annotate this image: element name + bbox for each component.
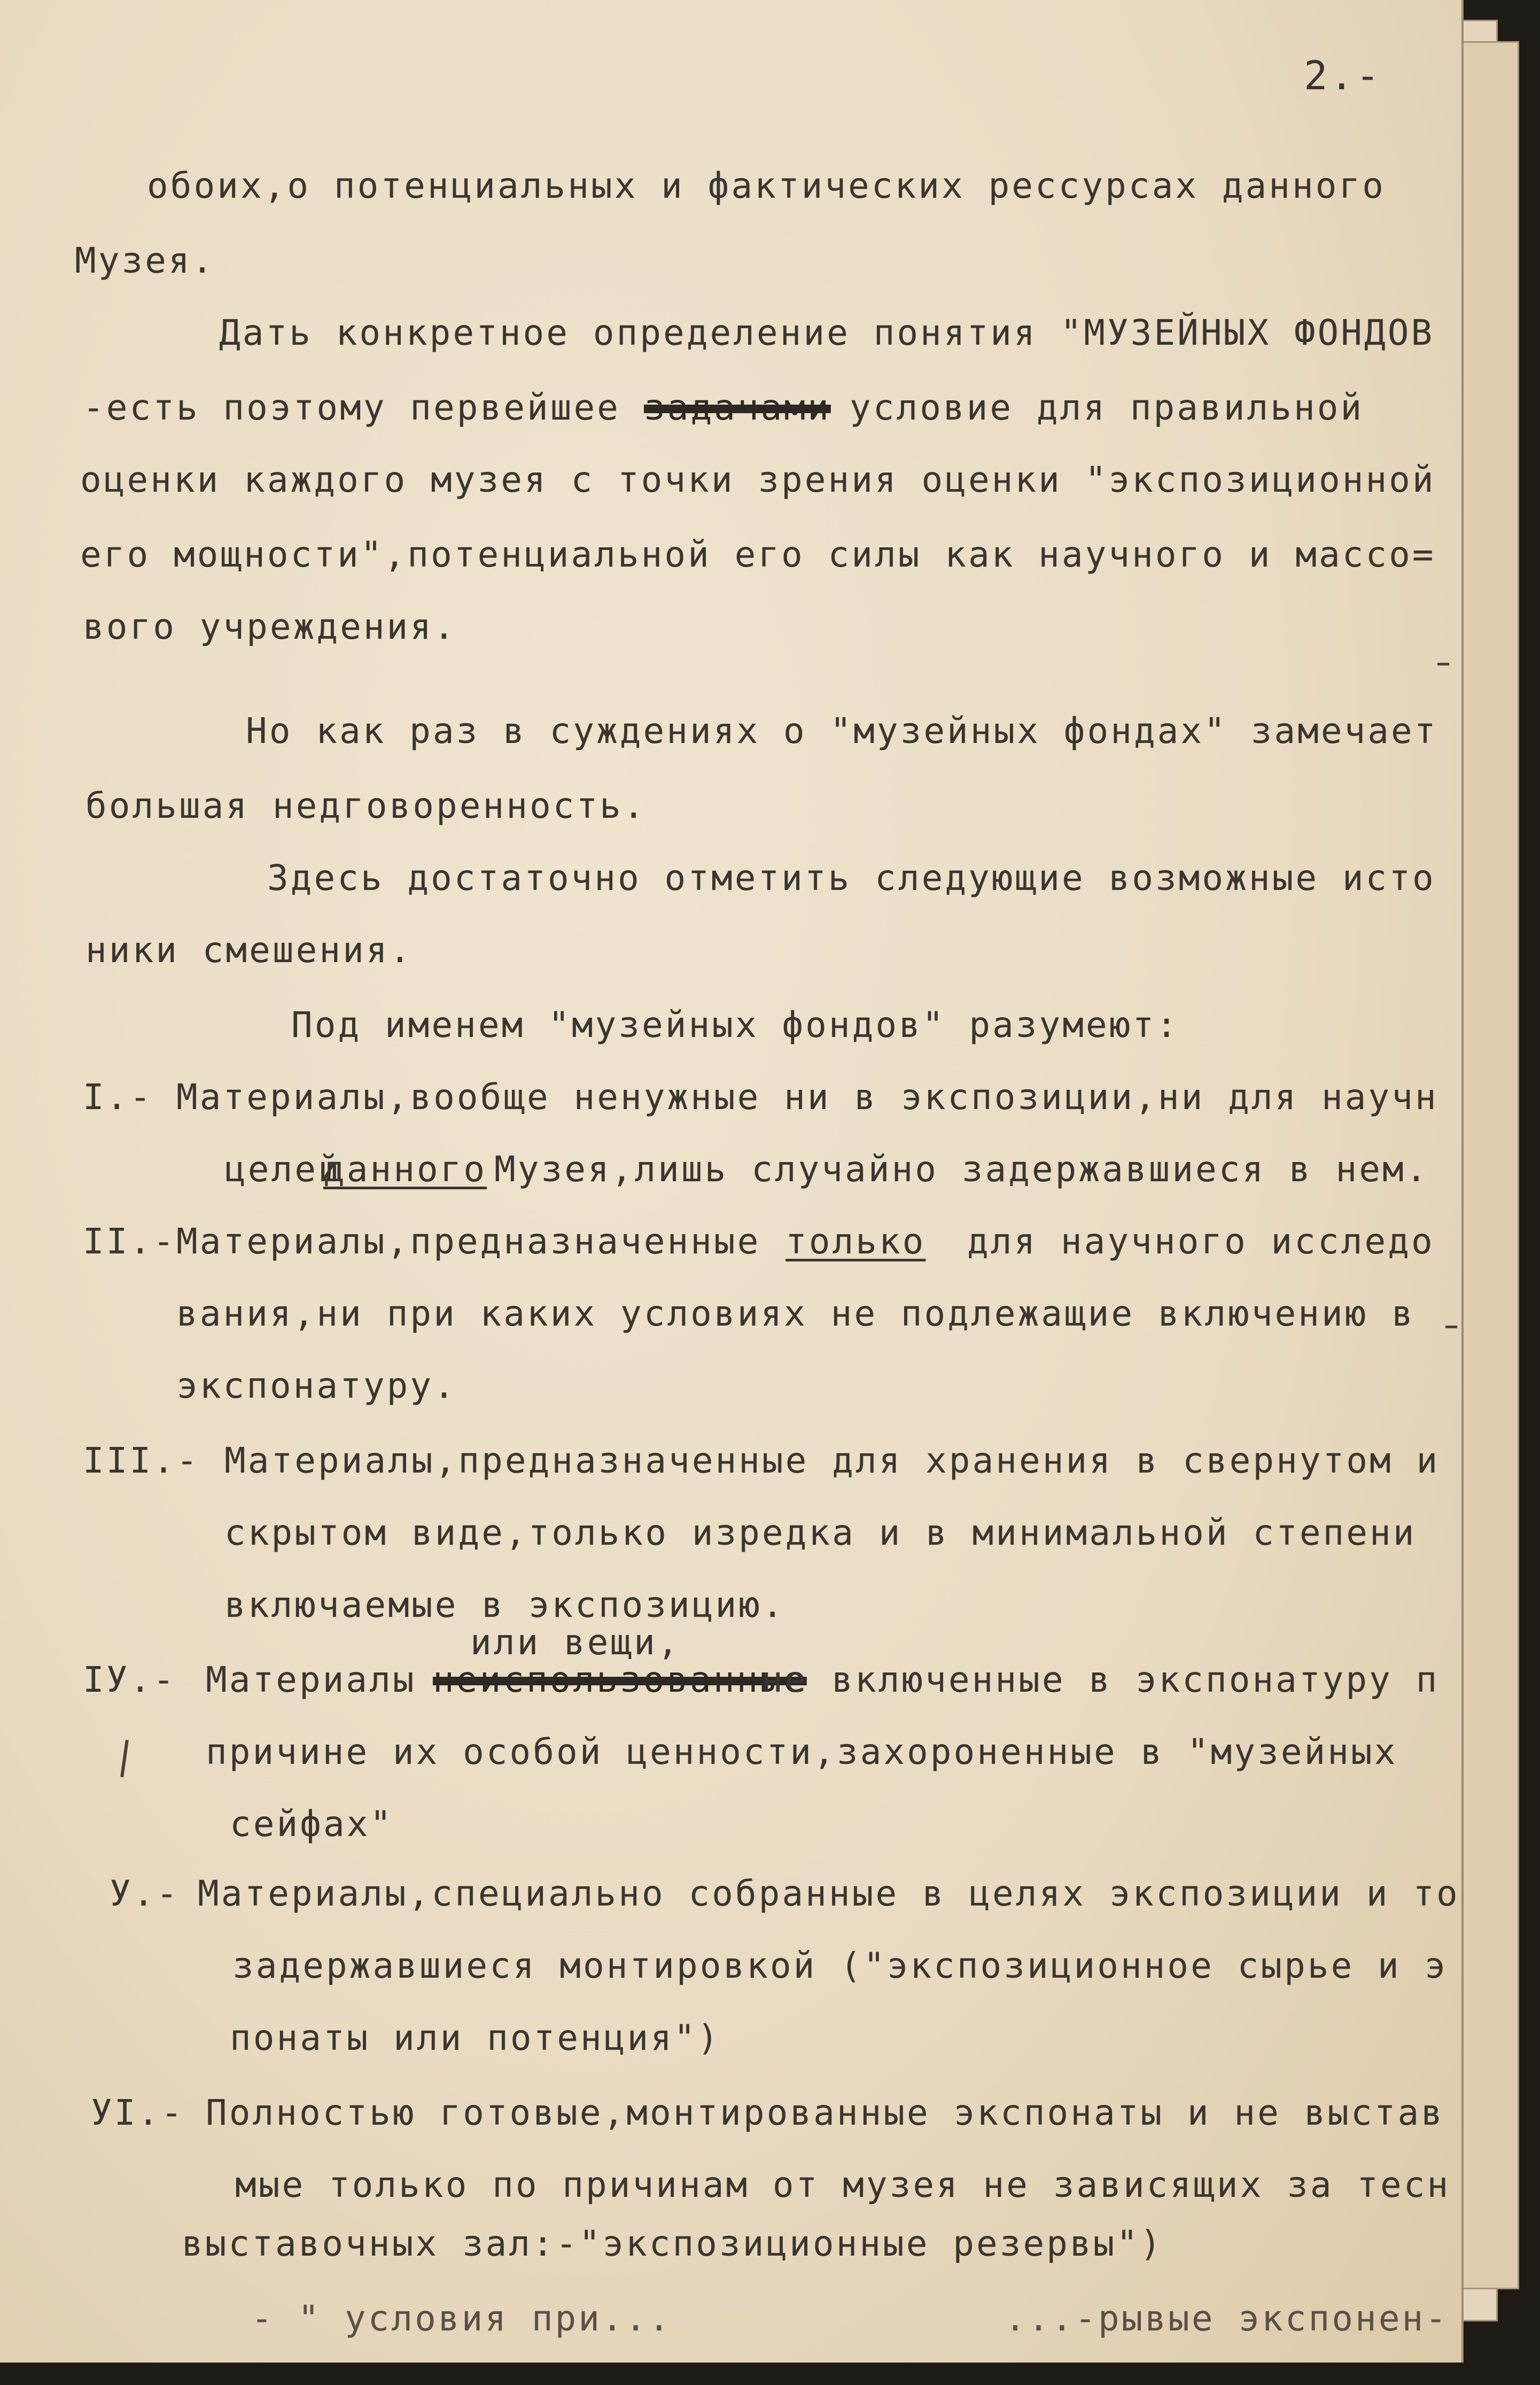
p3-line-1: Но как раз в суждениях о "музейных фондах" замечает (246, 710, 1438, 752)
item-5-line-3: понаты или потенция") (230, 2017, 721, 2058)
p2-line-1: Дать конкретное определение понятия "МУЗЕЙНЫХ ФОНДОВ (219, 312, 1435, 353)
item-5-number: У.- (110, 1873, 180, 1914)
p5-line: Под именем "музейных фондов" разумеют: (291, 1004, 1179, 1046)
item-5-line-2: задержавшиеся монтировкой ("экспозиционное сырье и э (232, 1945, 1448, 1986)
item-4-insertion: или вещи, (470, 1622, 681, 1663)
p2-line-2b: условие для правильной (850, 387, 1364, 428)
p2-line-4: его мощности",потенциальной его силы как научного и массо= (80, 534, 1436, 575)
item-6-line-2: мые только по причинам от музея не зависящих за тесн (235, 2164, 1451, 2205)
item-6-number: УI.- (91, 2092, 184, 2133)
item-1-line-2a: целей (224, 1149, 341, 1190)
margin-dash-2 (1445, 1326, 1457, 1328)
p2-line-5: вого учреждения. (83, 606, 457, 647)
item-4-line-1b: не включенные в экспонатуру п (761, 1659, 1440, 1700)
page-number: 2.- (1304, 53, 1382, 99)
item-4-line-3: сейфах" (230, 1803, 394, 1845)
item-2-line-1c: для научного исследо (967, 1221, 1435, 1262)
item-1-line-2c: Музея,лишь случайно задержавшиеся в нем. (494, 1149, 1429, 1190)
item-4-line-2: причине их особой ценности,захороненные в "музейных (206, 1731, 1398, 1772)
item-3-line-2: скрытом виде,только изредка и в минимальной степени (224, 1512, 1417, 1553)
item-2-line-3: экспонатуру. (176, 1365, 457, 1406)
p2-line-3: оценки каждого музея с точки зрения оценки "экспозиционной (80, 459, 1436, 500)
bottom-fragment-right: ...-рывые экспонен- (1005, 2298, 1449, 2339)
item-2-underlined: только (785, 1221, 926, 1262)
p1-line-1: обоих,о потенциальных и фактических рессурсах данного (147, 165, 1386, 206)
bottom-fragment-left: - " условия при... (251, 2298, 672, 2339)
p3-line-2: большая недговоренность. (85, 785, 647, 826)
p2-line-2a: -есть поэтому первейшее (83, 387, 620, 428)
item-1-line-1: Материалы,вообще ненужные ни в экспозиции,ни для научн (176, 1077, 1438, 1118)
item-3-line-3: включаемые в экспозицию. (224, 1584, 785, 1625)
item-4-line-1a: Материалы (206, 1659, 416, 1700)
item-6-line-1: Полностью готовые,монтированные экспонаты и не выстав (206, 2092, 1444, 2133)
item-1-number: I.- (83, 1077, 153, 1118)
item-2-line-2: вания,ни при каких условиях не подлежащие включению в (176, 1293, 1415, 1334)
item-6-line-3: выставочных зал:-"экспозиционные резервы") (182, 2223, 1163, 2264)
item-4-strikeout: неиспользованные (433, 1659, 807, 1700)
p1-line-2: Музея. (75, 240, 215, 281)
item-2-line-1a: Материалы,предназначенные (176, 1221, 761, 1262)
p4-line-2: ники смешения. (85, 930, 413, 971)
item-4-number: IУ.- (83, 1659, 176, 1700)
item-2-number: II.- (83, 1221, 176, 1262)
p4-line-1: Здесь достаточно отметить следующие возможные исто (267, 857, 1436, 899)
item-1-underlined: данного (323, 1149, 487, 1190)
p2-strikeout: задачами (644, 387, 831, 428)
item-5-line-1: Материалы,специально собранные в целях экспозиции и то (198, 1873, 1460, 1914)
margin-pencil-mark (120, 1740, 129, 1777)
item-3-line-1: Материалы,предназначенные для хранения в свернутом и (224, 1440, 1440, 1481)
margin-dash-1 (1437, 663, 1449, 665)
item-3-number: III.- (83, 1440, 200, 1481)
